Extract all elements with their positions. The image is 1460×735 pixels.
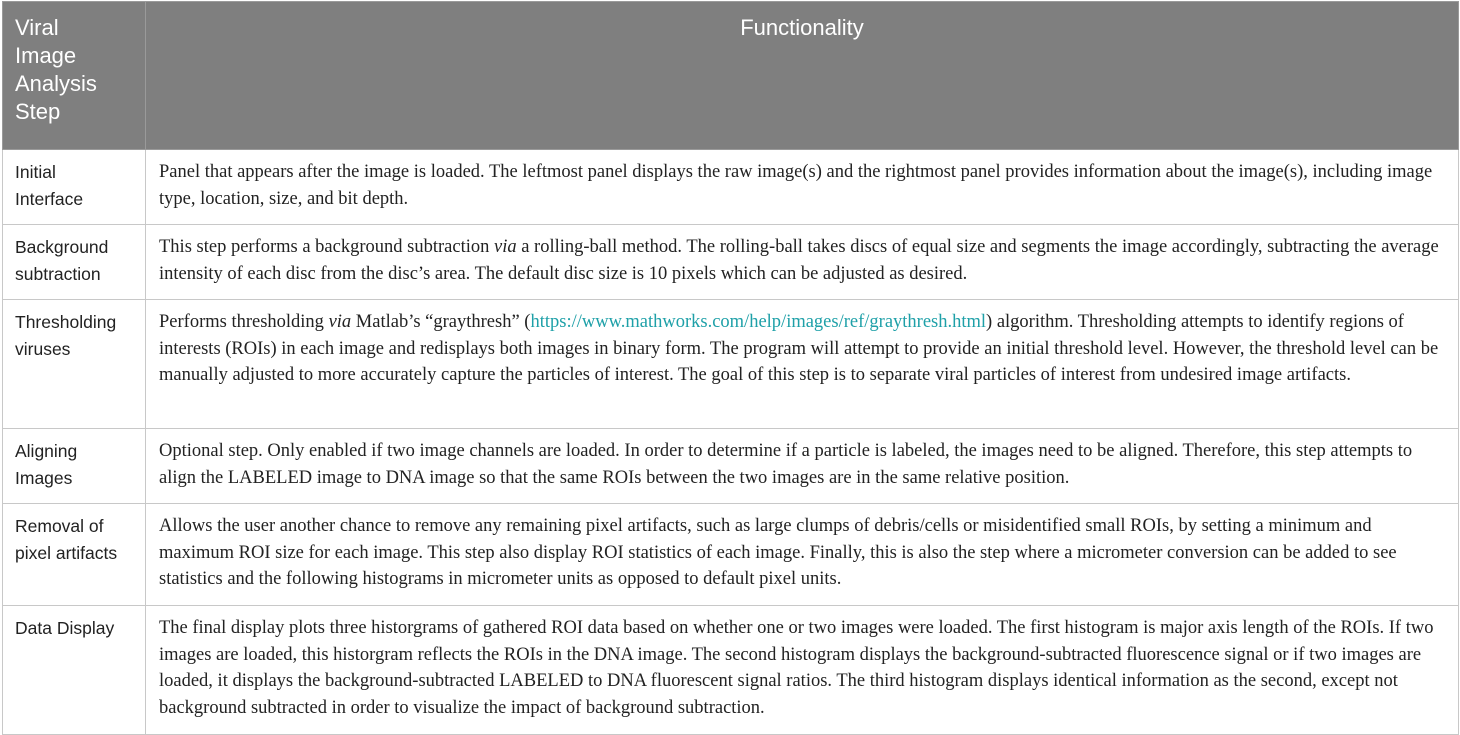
- step-label-line: subtraction: [15, 263, 101, 284]
- functionality-cell: The final display plots three historgrams of gathered ROI data based on whether one or two images were loaded. The first histogram is major axis length of the ROIs. If two images are loaded, this historgram reflects the ROIs in the DNA image. The second histogram displays the background-subtracted fluorescence signal or if two images are loaded, it displays the background-subtracted LABELED to DNA fluorescent signal ratios. The third histogram displays identical information as the second, except not background subtracted in order to visualize the impact of background subtraction.: [146, 606, 1459, 735]
- step-label-line: Interface: [15, 188, 84, 209]
- text-segment: Matlab’s “graythresh” (: [351, 312, 531, 332]
- step-cell: [3, 606, 146, 735]
- step-label-line: Initial: [15, 162, 56, 182]
- step-label-line: Removal of: [15, 516, 104, 536]
- step-label-line: Data Display: [15, 618, 115, 638]
- table-row: [3, 429, 1459, 504]
- functionality-cell: Optional step. Only enabled if two image channels are loaded. In order to determine if a particle is labeled, the images need to be aligned. Therefore, this step attempts to align the LABELED image to DNA image so that the same ROIs between the two images are in the same relative position.: [146, 429, 1459, 504]
- table-row: [3, 300, 1459, 429]
- step-cell: [3, 225, 146, 300]
- text-segment: This step performs a background subtraction: [159, 237, 494, 257]
- steps-table: [2, 1, 1459, 735]
- step-cell: [3, 504, 146, 606]
- step-label-line: viruses: [15, 338, 71, 359]
- header-step-line: Viral: [15, 15, 59, 40]
- text-segment: Performs thresholding: [159, 312, 329, 332]
- step-label-line: Images: [15, 467, 73, 488]
- step-label-line: Aligning: [15, 441, 78, 461]
- table-row: [3, 504, 1459, 606]
- functionality-cell: [146, 300, 1459, 429]
- step-label-line: Thresholding: [15, 312, 117, 332]
- text-segment: a rolling-ball method. The rolling-ball takes discs of equal size and segments the image accordingly, subtracting the average intensity of each disc from the disc’s area. The default disc size is 10 pixels which can be adjusted as desired.: [159, 237, 1439, 284]
- functionality-cell: Allows the user another chance to remove any remaining pixel artifacts, such as large clumps of debris/cells or misidentified small ROIs, by setting a minimum and maximum ROI size for each image. This step also display ROI statistics of each image. Finally, this is also the step where a micrometer conversion can be added to see statistics and the following histograms in micrometer units as opposed to default pixel units.: [146, 504, 1459, 606]
- italic-text: via: [493, 237, 517, 257]
- functionality-cell: [146, 225, 1459, 300]
- header-step-line: Step: [15, 99, 61, 124]
- text-segment: ) algorithm. Thresholding attempts to identify regions of interests (ROIs) in each image and redisplays both images in binary form. The program will attempt to provide an initial threshold level. However, the threshold level can be manually adjusted to more accurately capture the particles of interest. The goal of this step is to separate viral particles of interest from undesired image artifacts.: [159, 312, 1439, 385]
- graythresh-link[interactable]: https://www.mathworks.com/help/images/ref/graythresh.html: [530, 312, 987, 332]
- step-label-line: pixel artifacts: [15, 542, 118, 563]
- step-cell: [3, 300, 146, 429]
- table-row: [3, 606, 1459, 735]
- step-cell: [3, 429, 146, 504]
- step-label-line: Background: [15, 237, 109, 257]
- functionality-cell: Panel that appears after the image is loaded. The leftmost panel displays the raw image(s) and the rightmost panel provides information about the image(s), including image type, location, size, and bit depth.: [146, 150, 1459, 225]
- step-cell: [3, 150, 146, 225]
- header-row: [3, 2, 1459, 150]
- header-functionality: Functionality: [146, 2, 1459, 150]
- header-step: [3, 2, 146, 150]
- table-header: [3, 2, 1459, 150]
- header-step-line: Analysis: [15, 71, 97, 96]
- header-step-line: Image: [15, 43, 77, 68]
- table-row: [3, 225, 1459, 300]
- table-row: [3, 150, 1459, 225]
- italic-text: via: [328, 312, 352, 332]
